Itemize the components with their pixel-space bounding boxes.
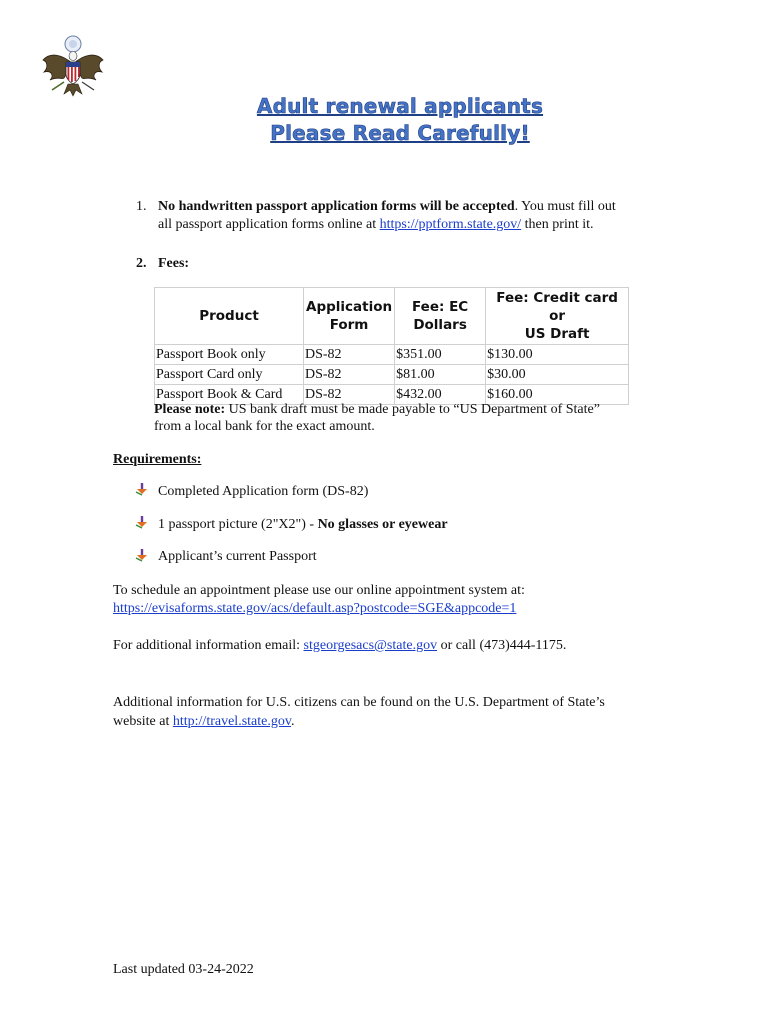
requirement-text: Applicant’s current Passport xyxy=(158,549,317,564)
contact-line xyxy=(113,638,566,654)
requirement-text: Completed Application form (DS-82) xyxy=(158,484,369,499)
contact-prefix: For additional information email: xyxy=(113,638,304,653)
header-application-form xyxy=(304,288,395,345)
requirement-text: 1 passport picture (2"X2") - xyxy=(158,517,318,532)
header-form-line2: Form xyxy=(329,317,369,333)
page-title-line1: Adult renewal applicants xyxy=(256,94,544,118)
pptform-link[interactable]: https://pptform.state.gov/ xyxy=(379,217,522,232)
item1-bold-text: No handwritten passport application forms will be accepted xyxy=(158,199,515,214)
last-updated: Last updated 03-24-2022 xyxy=(113,962,254,977)
item1-line2-suffix: then print it. xyxy=(521,217,594,232)
arrow-bullet-icon xyxy=(135,482,149,496)
cell-fee-ec: $81.00 xyxy=(395,365,486,385)
appointment-link[interactable]: https://evisaforms.state.gov/acs/default.asp?postcode=SGE&appcode=1 xyxy=(113,601,517,616)
header-ec-line1: Fee: EC xyxy=(412,299,469,315)
us-eagle-seal-icon xyxy=(40,34,106,98)
appointment-text: To schedule an appointment please use our online appointment system at: xyxy=(113,583,525,598)
cell-fee-card: $160.00 xyxy=(486,385,629,405)
item1-line2 xyxy=(158,217,594,233)
table-row xyxy=(155,365,629,385)
additional-info-line1: Additional information for U.S. citizens can be found on the U.S. Department of State’s xyxy=(113,695,605,710)
header-product xyxy=(155,288,304,345)
item1-text-after-bold: . You must fill out xyxy=(514,199,616,214)
header-card-line2: US Draft xyxy=(524,326,590,342)
cell-product: Passport Card only xyxy=(155,365,304,385)
item2-number: 2. xyxy=(136,256,147,271)
cell-product: Passport Book only xyxy=(155,345,304,365)
cell-product: Passport Book & Card xyxy=(155,385,304,405)
cell-form: DS-82 xyxy=(304,365,395,385)
cell-fee-card: $30.00 xyxy=(486,365,629,385)
additional-info-line2 xyxy=(113,714,294,730)
fees-table-header-row xyxy=(155,288,629,345)
contact-suffix: or call (473)444-1175. xyxy=(437,638,567,653)
fees-label: Fees: xyxy=(158,256,190,271)
note-line1 xyxy=(154,402,600,418)
item1-line1 xyxy=(158,199,616,215)
requirement-item xyxy=(158,517,448,533)
requirements-heading: Requirements: xyxy=(113,452,202,467)
header-fee-card xyxy=(486,288,629,345)
header-form-line1: Application xyxy=(306,299,393,315)
page-title-line2: Please Read Carefully! xyxy=(270,121,530,145)
requirement-item xyxy=(158,484,368,500)
note-line2: from a local bank for the exact amount. xyxy=(154,419,375,434)
item1-line2-prefix: all passport application forms online at xyxy=(158,217,380,232)
header-card-line1: Fee: Credit card or xyxy=(496,290,618,324)
email-link[interactable]: stgeorgesacs@state.gov xyxy=(303,638,438,653)
appointment-line2 xyxy=(113,601,516,617)
header-fee-ec xyxy=(395,288,486,345)
table-row xyxy=(155,345,629,365)
cell-form: DS-82 xyxy=(304,345,395,365)
cell-fee-card: $130.00 xyxy=(486,345,629,365)
requirement-item xyxy=(158,549,317,565)
cell-fee-ec: $432.00 xyxy=(395,385,486,405)
note-text-line1: US bank draft must be made payable to “US Department of State” xyxy=(225,402,600,417)
item1-number: 1. xyxy=(136,199,147,214)
additional-prefix: website at xyxy=(113,714,173,729)
requirement-bold-text: No glasses or eyewear xyxy=(317,517,448,532)
arrow-bullet-icon xyxy=(135,548,149,562)
fees-table xyxy=(154,287,629,405)
header-product-label: Product xyxy=(199,308,259,324)
header-ec-line2: Dollars xyxy=(413,317,467,333)
arrow-bullet-icon xyxy=(135,515,149,529)
cell-fee-ec: $351.00 xyxy=(395,345,486,365)
additional-suffix: . xyxy=(290,714,295,729)
travel-state-link[interactable]: http://travel.state.gov xyxy=(172,714,291,729)
note-label: Please note: xyxy=(154,402,226,417)
cell-form: DS-82 xyxy=(304,385,395,405)
